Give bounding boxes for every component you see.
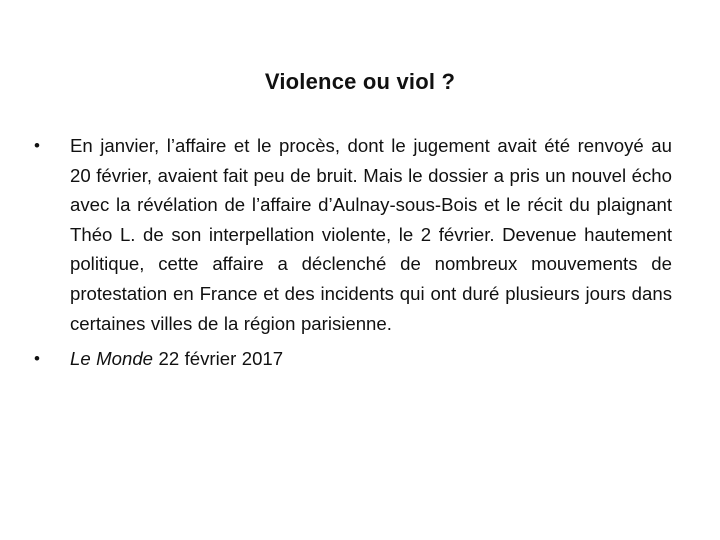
source-publication: Le Monde: [70, 348, 154, 370]
article-summary-text: En janvier, l’affaire et le procès, dont le jugement avait été renvoyé au 20 février, avaient fait peu de bruit. Mais le dossier a pris un nouvel écho avec la révélation de l’affaire d’Aulnay-sous-Bois et le récit du plaignant Théo L. de son interpellation violente, le 2 février. Devenue hautement politique, cette affaire a déclenché de nombreux mouvements de protestation en France et des incidents qui ont duré plusieurs jours dans certaines villes de la région parisienne.: [70, 135, 672, 334]
bullet-item-article-summary: [34, 131, 672, 338]
bullet-item-source: [34, 344, 672, 374]
bullet-dot: •: [34, 349, 40, 369]
source-citation: [70, 344, 672, 374]
slide-title: Violence ou viol ?: [264, 68, 456, 94]
bullet-list: [34, 131, 672, 380]
bullet-dot: •: [34, 136, 40, 155]
source-date: 22 février 2017: [153, 348, 284, 370]
